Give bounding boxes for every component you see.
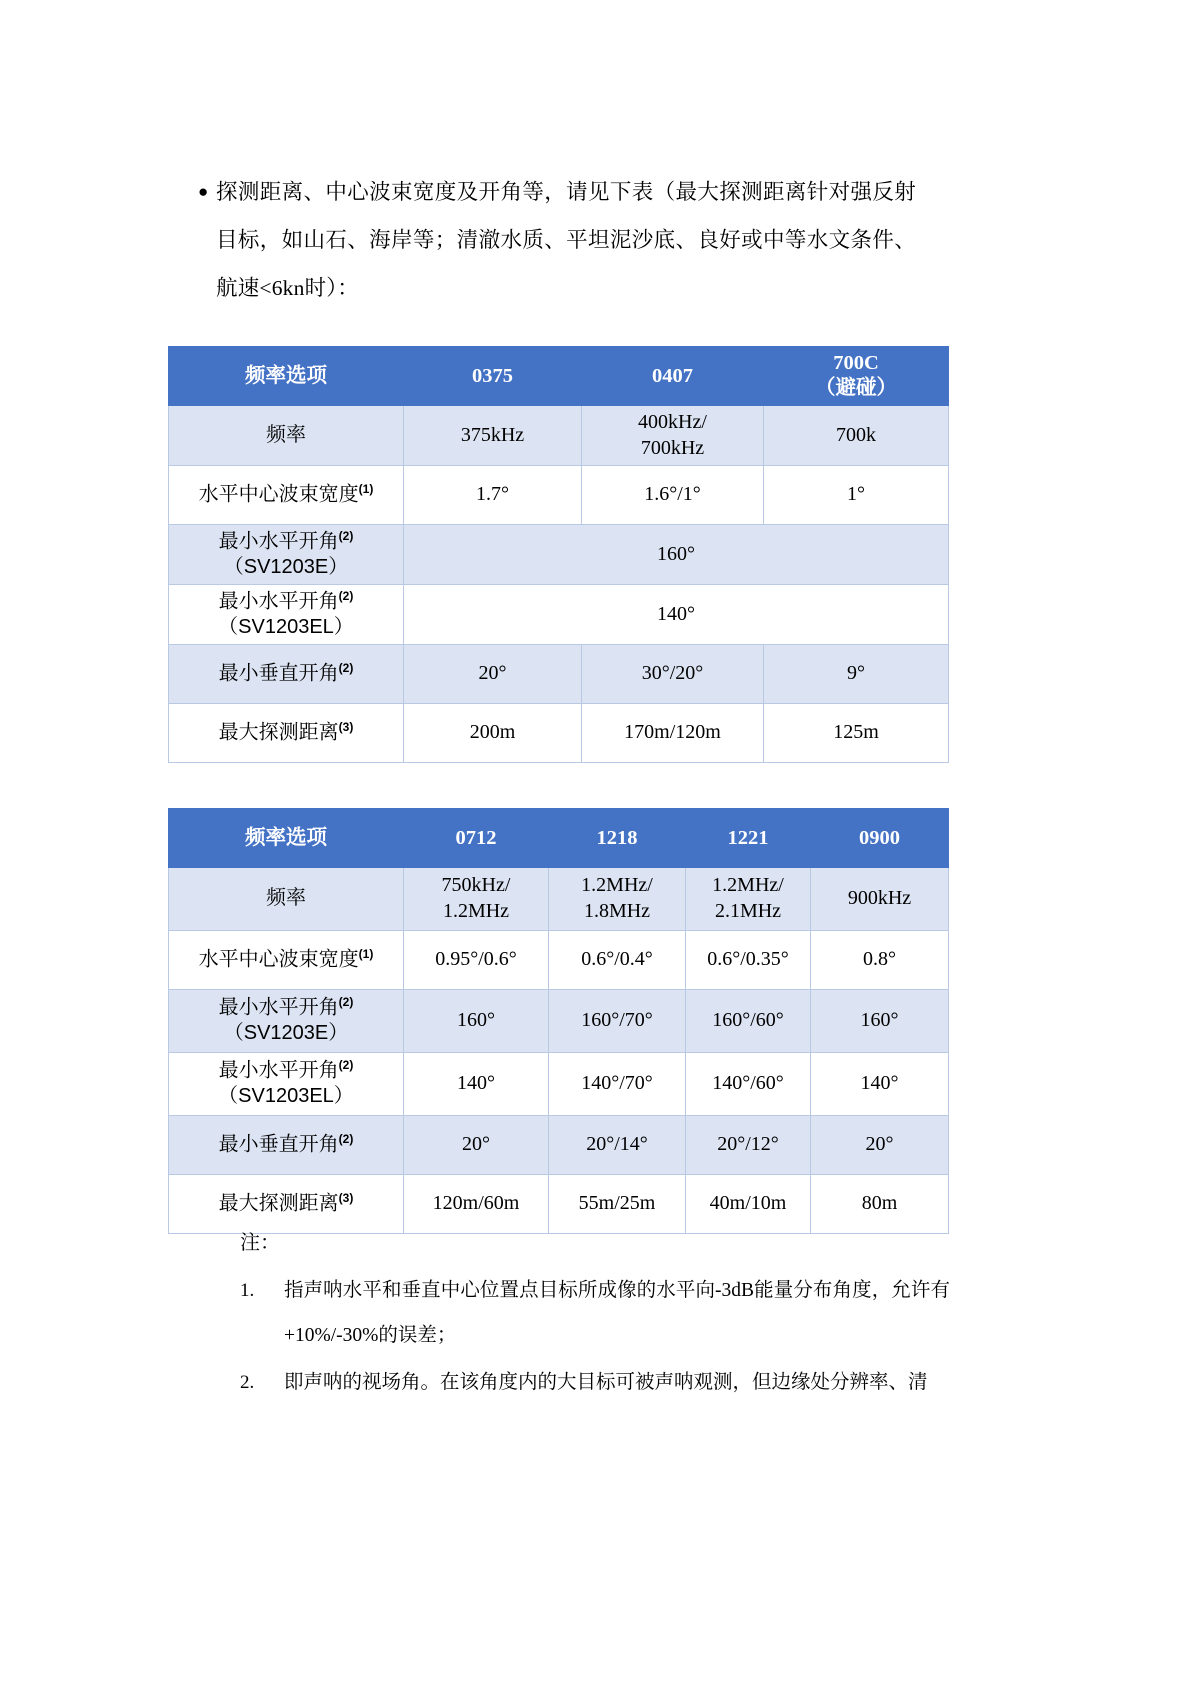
row-label-line1: 最小水平开角$^{(2)}$ xyxy=(218,1058,354,1082)
table-row xyxy=(169,1116,949,1175)
table-one-header-0407: 0407 xyxy=(582,347,764,406)
cell-hbw-0375: 1.7° xyxy=(404,466,582,525)
bullet-icon: ● xyxy=(198,182,209,201)
table-one-header xyxy=(169,347,949,406)
list-item xyxy=(240,1360,950,1405)
table-one-header-0375: 0375 xyxy=(404,347,582,406)
cell-hbw-0900: 0.8° xyxy=(811,931,949,990)
cell-frequency-700c: 700k xyxy=(764,406,949,466)
table-two-header-0900: 0900 xyxy=(811,809,949,868)
cell-mhae-0712: 160° xyxy=(404,990,549,1053)
cell-mva-0407: 30°/20° xyxy=(582,645,764,704)
table-two-header-1218: 1218 xyxy=(549,809,686,868)
cell-mhae-1218: 160°/70° xyxy=(549,990,686,1053)
cell-frequency-0712: 750kHz/ 1.2MHz xyxy=(404,868,549,931)
table-row xyxy=(169,585,949,645)
cell-frequency-0375: 375kHz xyxy=(404,406,582,466)
cell-range-1218: 55m/25m xyxy=(549,1175,686,1234)
notes-section xyxy=(240,1222,950,1407)
cell-mhael-0712: 140° xyxy=(404,1053,549,1116)
table-two-header-row xyxy=(169,809,949,868)
cell-mhae-0900: 160° xyxy=(811,990,949,1053)
row-label-line2: （SV1203E） xyxy=(223,555,349,578)
row-label-line1: 最小水平开角$^{(2)}$ xyxy=(218,588,354,613)
list-item xyxy=(240,1268,950,1358)
cell-frequency-1218: 1.2MHz/ 1.8MHz xyxy=(549,868,686,931)
cell-mhael-1221: 140°/60° xyxy=(686,1053,811,1116)
cell-range-0407: 170m/120m xyxy=(582,704,764,763)
row-label-max-range: 最大探测距离$^{(3)}$ xyxy=(169,1175,404,1234)
table-row xyxy=(169,868,949,931)
cell-range-0375: 200m xyxy=(404,704,582,763)
row-label-h-beamwidth xyxy=(169,466,404,525)
table-two-body xyxy=(169,868,949,1234)
cell-mhael-0900: 140° xyxy=(811,1053,949,1116)
row-label-min-h-angle-e xyxy=(169,990,404,1053)
cell-hbw-0712: 0.95°/0.6° xyxy=(404,931,549,990)
notes-title: 注： xyxy=(240,1232,280,1254)
cell-mva-700c: 9° xyxy=(764,645,949,704)
cell-min-h-angle-el-merged: 140° xyxy=(404,585,949,645)
row-label-frequency xyxy=(169,406,404,466)
table-row xyxy=(169,466,949,525)
cell-hbw-700c: 1° xyxy=(764,466,949,525)
cell-frequency-0900: 900kHz xyxy=(811,868,949,931)
intro-text: 探测距离、中心波束宽度及开角等，请见下表（最大探测距离针对强反射目标，如山石、海岸等；清澈水质、平坦泥沙底、良好或中等水文条件、航速<6kn时）： xyxy=(216,180,916,300)
cell-min-h-angle-e-merged: 160° xyxy=(404,525,949,585)
cell-mhae-1221: 160°/60° xyxy=(686,990,811,1053)
row-label-frequency: 频率 xyxy=(169,868,404,931)
note-number: 2. xyxy=(240,1372,255,1393)
cell-range-700c: 125m xyxy=(764,704,949,763)
row-label-min-h-angle-el xyxy=(169,1053,404,1116)
table-two-header-1221: 1221 xyxy=(686,809,811,868)
row-label-min-h-angle-el xyxy=(169,585,404,645)
intro-bullet-row xyxy=(198,168,938,312)
spec-table-two xyxy=(168,808,949,1234)
cell-range-0900: 80m xyxy=(811,1175,949,1234)
table-row xyxy=(169,1053,949,1116)
cell-hbw-0407: 1.6°/1° xyxy=(582,466,764,525)
cell-frequency-1221: 1.2MHz/ 2.1MHz xyxy=(686,868,811,931)
row-label-sup: (1) xyxy=(358,481,374,496)
note-number: 1. xyxy=(240,1280,255,1301)
cell-range-0712: 120m/60m xyxy=(404,1175,549,1234)
cell-mva-0900: 20° xyxy=(811,1116,949,1175)
table-one-header-700c xyxy=(764,347,949,406)
table-row xyxy=(169,645,949,704)
table-two-header-0712: 0712 xyxy=(404,809,549,868)
cell-hbw-1221: 0.6°/0.35° xyxy=(686,931,811,990)
row-label-line2: （SV1203EL） xyxy=(218,615,354,638)
row-label-min-v-angle: 最小垂直开角$^{(2)}$ xyxy=(169,645,404,704)
table-one-header-700c-line1: 700C xyxy=(833,352,879,374)
note-text: 指声呐水平和垂直中心位置点目标所成像的水平向-3dB能量分布角度，允许有+10%/-30%的误差； xyxy=(284,1280,950,1346)
cell-mhael-1218: 140°/70° xyxy=(549,1053,686,1116)
table-one-header-700c-line2: （避碰） xyxy=(815,377,897,399)
cell-mva-1221: 20°/12° xyxy=(686,1116,811,1175)
table-one-header-label: 频率选项 xyxy=(169,347,404,406)
table-one-body xyxy=(169,406,949,763)
table-row xyxy=(169,931,949,990)
row-label-text: 水平中心波束宽度 xyxy=(198,483,359,506)
row-label-min-v-angle: 最小垂直开角$^{(2)}$ xyxy=(169,1116,404,1175)
row-label-line1: 最小水平开角$^{(2)}$ xyxy=(218,995,354,1019)
table-row xyxy=(169,990,949,1053)
table-row xyxy=(169,525,949,585)
table-two-header xyxy=(169,809,949,868)
row-label-text: 频率 xyxy=(266,423,306,446)
row-label-line2: （SV1203EL） xyxy=(218,1085,354,1108)
row-label-min-h-angle-e xyxy=(169,525,404,585)
cell-mva-1218: 20°/14° xyxy=(549,1116,686,1175)
row-label-line1: 最小水平开角$^{(2)}$ xyxy=(218,528,354,553)
table-one-header-row xyxy=(169,347,949,406)
table-two-header-label: 频率选项 xyxy=(169,809,404,868)
cell-mva-0712: 20° xyxy=(404,1116,549,1175)
cell-mva-0375: 20° xyxy=(404,645,582,704)
cell-hbw-1218: 0.6°/0.4° xyxy=(549,931,686,990)
spec-table-one xyxy=(168,346,949,763)
row-label-line2: （SV1203E） xyxy=(223,1022,349,1045)
intro-paragraph xyxy=(198,168,938,312)
cell-range-1221: 40m/10m xyxy=(686,1175,811,1234)
row-label-max-range: 最大探测距离$^{(3)}$ xyxy=(169,704,404,763)
table-row xyxy=(169,406,949,466)
cell-frequency-0407: 400kHz/ 700kHz xyxy=(582,406,764,466)
table-row xyxy=(169,704,949,763)
row-label-h-beamwidth: 水平中心波束宽度$^{(1)}$ xyxy=(169,931,404,990)
note-text: 即声呐的视场角。在该角度内的大目标可被声呐观测，但边缘处分辨率、清 xyxy=(284,1372,928,1393)
